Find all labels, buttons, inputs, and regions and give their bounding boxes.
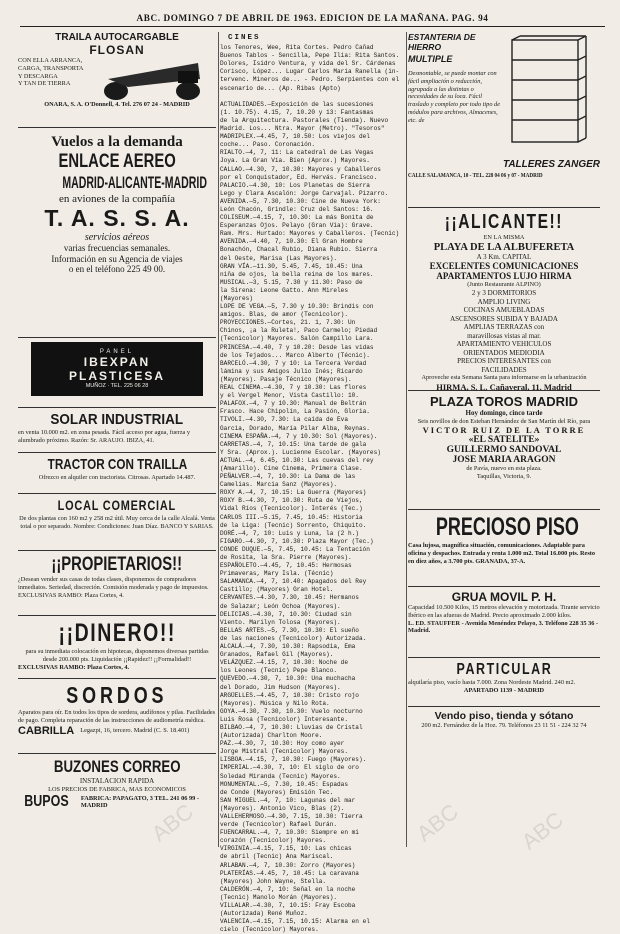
listing-line: CINEMA ESPAÑA.—4, 7 y 10.30: Sol (Mayores).	[220, 432, 378, 440]
flosan-title: TRAILA AUTOCARGABLE	[55, 32, 179, 43]
listing-line: PRINCESA.—4.40, 7 y 10.20: Desde las vidas	[220, 343, 374, 351]
listing-line: PALAFOX.—4, 7 y 10.30: Manual de Beltrán	[220, 400, 367, 408]
cines-heading: CINES	[228, 34, 261, 42]
dinero-title: ¡¡DINERO!!	[58, 619, 176, 647]
ibexpan-name: IBEXPAN	[83, 355, 151, 369]
listing-line: de las naciones (Tecnicolor) Autorizada.	[220, 634, 367, 642]
tassa-enlace: ENLACE AEREO	[58, 151, 176, 172]
precioso-text: Casa lujosa, magnífica situación, comunicaciones. Adaptable para oficina y despachos. Entrada y renta 1.000 m2. Total 16.000 pts. Resto en diez años, a 3.700 pts. GRANADA, 37-A.	[408, 542, 596, 565]
tractor-title: TRACTOR CON TRAILLA	[47, 456, 187, 473]
grua-title: GRUA MOVIL P. H.	[451, 590, 557, 604]
propietarios-text: ¿Desean vender sus casas de todas clases, disponemos de compradores inmediatos. Seriedad, discreción. Comisión moderada y pago de impuestos. EXCLUSIVAS RAMBO: Plaza Cortes, 4.	[18, 576, 209, 599]
particular-text: alquilaría piso, vacío hasta 7.000. Zona Nordeste Madrid. 240 m2.	[408, 679, 576, 686]
listing-line: del Dorado, Jim Hudson (Mayores).	[220, 683, 341, 691]
listing-line: (Tecnic) Manolo Morán (Mayores).	[220, 893, 338, 901]
listing-line: QUEVEDO.—4.30, 7, 10.30: Una muchacha	[220, 675, 356, 683]
ad-sordos	[18, 682, 216, 754]
listing-line: Esperanzas Ojos. Pelayo (Gran Vía): Grave.	[220, 222, 374, 230]
alicante-line-8: HIRMA, S. L. Cañaveral, 11. Madrid	[436, 381, 572, 392]
listing-line: de Conde (Mayores) Emisión Tec.	[220, 788, 334, 796]
alicante-line-7: Aproveche esta Semana Santa para informarse en la urbanización	[421, 374, 587, 382]
ad-propietarios	[18, 554, 216, 616]
listing-line: VILLALAR.—4.30, 7, 10.15: Fray Escoba	[220, 902, 356, 910]
column-divider-1	[218, 32, 219, 847]
alicante-feature: AMPLIO LIVING	[477, 297, 531, 306]
alicante-feature: 2 y 3 DORMITORIOS	[471, 289, 537, 298]
particular-foot: APARTADO 1139 - MADRID	[463, 686, 545, 694]
buzones-line-2: LOS PRECIOS DE FABRICA, MAS ECONOMICOS	[48, 785, 186, 793]
listing-line: Camelias. Marcia Sanz (Mayores).	[220, 481, 338, 489]
ibexpan-sub: PLASTICESA	[68, 369, 165, 383]
listing-line: CERVANTES.—4.30, 7.30, 10.45: Hermanos	[220, 594, 359, 602]
vendo-text: 200 m2. Fernández de la Hoz. 79. Teléfonos 23 11 51 - 224 32 74	[421, 722, 587, 729]
tassa-line-2: Información en su Agencia de viajes	[51, 253, 183, 264]
alicante-features	[408, 289, 600, 374]
watermark-2: ABC	[411, 798, 463, 847]
listing-line: (Mayores)	[220, 295, 253, 302]
column-divider-2	[406, 32, 407, 847]
ad-precioso	[408, 513, 600, 587]
sordos-name: CABRILLA	[18, 724, 75, 737]
listing-line: Viento. Marilyn Tolosa (Mayores).	[220, 618, 341, 626]
listing-line: corazón (Tecnicolor) Mayores.	[220, 837, 327, 845]
ad-grua	[408, 590, 600, 658]
dinero-foot: EXCLUSIVAS RAMBO: Plaza Cortes, 4.	[18, 663, 130, 671]
listing-line: (1. 10.75). 4.15, 7, 10.20 y 13: Fantasmas	[220, 108, 374, 116]
precioso-title: PRECIOSO PISO	[435, 513, 579, 541]
listing-line: y el Vergel Menor, Vista Castillo: 10.	[220, 392, 359, 400]
listing-line: de los Tejados... Marco Alberto (Técnic).	[220, 351, 370, 359]
listing-line: Y Sra. (Aprox.). Lucienne Escolar. (Mayores)	[220, 448, 381, 456]
listing-line: Frasco. Hace Chipolín, La Pasión, Gloria.	[220, 408, 370, 416]
listing-line: Luis Rosa (Tecnicolor) Interesante.	[220, 715, 348, 723]
particular-title: PARTICULAR	[456, 661, 552, 678]
listing-line: VELÁZQUEZ.—4.15, 7, 10.30: Noche de	[220, 659, 348, 667]
watermark-3: ABC	[516, 806, 568, 855]
tassa-name: T. A. S. S. A.	[44, 205, 190, 231]
listing-line: niña de ojos, la bella reina de los mares.	[220, 270, 374, 278]
alicante-line-4: EXCELENTES COMUNICACIONES	[429, 261, 579, 272]
alicante-feature: PRECIOS INTERESANTES con	[457, 357, 551, 366]
listing-line: BARCELÓ.—4.30, 7 y 10: La Tercera Verdad	[220, 359, 367, 367]
ad-local	[18, 497, 216, 551]
listing-line: AVENIDA.—5, 7.30, 10.30: Cine de Nueva York:	[220, 197, 381, 205]
estanteria-title: ESTANTERIA DE HIERRO	[408, 32, 476, 52]
alicante-line-2: PLAYA DE LA ALBUFERETA	[433, 241, 575, 253]
listing-line: AVENIDA.—4.40, 7, 10.30: El Gran Hombre	[220, 238, 363, 246]
listing-line: de abril (Tecnic) Ana Mariscal.	[220, 853, 334, 861]
listing-line: PEÑALVER.—4, 7, 10.30: La Dama de las	[220, 473, 356, 481]
listing-line: ARGÜELLES.—4.45, 7, 10.30: Cristo rojo	[220, 691, 359, 699]
tractor-text: Ofrezco en alquiler con tractorista. Citrosas. Apartado 14.487.	[38, 474, 196, 481]
alicante-feature: ORIENTADOS MEDIODIA	[463, 348, 545, 357]
listing-line: por el Conquistador, Ed. Hervás. Francisco.	[220, 173, 378, 181]
listing-line: CARRETAS.—4, 7, 10.15: Una tarde de gala	[220, 440, 367, 448]
listing-line: Joya. La Gran Vía. Bien (Aprox.) Mayores.	[220, 157, 370, 165]
grua-foot: L. ED. STAUFFER - Avenida Menéndez Pelayo, 3. Teléfono 228 35 36 - Madrid.	[408, 619, 599, 635]
tassa-route: MADRID-ALICANTE-MADRID	[62, 173, 207, 192]
ad-solar	[18, 411, 216, 453]
listing-line: de Rosita, la Sra. Pierre (Mayores).	[220, 554, 352, 561]
listing-line: SALAMANCA.—4, 7, 10.40: Apagados del Rey	[220, 578, 367, 586]
ibexpan-logo	[31, 342, 203, 396]
estanteria-text: Desmontable, se puede montar con fácil ampliación o reducción, agrupada a las distintas o necesidades de su loca. Fácil traslado y completo por todo tipo de módulos para archivos, Almacenes, etc. de	[408, 70, 500, 124]
toros-line-4: «EL SATELITE»	[468, 435, 540, 446]
listing-line: (Amarillo). Cine Cinema, Primera Clase.	[220, 464, 363, 472]
listing-line: Ram. Mrs. Hurtado: Mayores y Caballeros. (Tecnic)	[220, 230, 400, 238]
toros-line-7: de Pavía, nuevo en esta plaza.	[466, 465, 542, 473]
listing-line: ROXY A.—4, 7, 10.15: La Guerra (Mayores)	[220, 489, 367, 497]
tassa-sub: en aviones de la compañía	[58, 193, 176, 205]
listing-line: tervenc. Mineros de... - Pedro. Serpientes con el	[220, 76, 400, 84]
flosan-line-3: Y TAN DE TIERRA	[18, 80, 71, 88]
listing-line: ARLABAN.—4, 7, 10.30: Zorro (Mayores)	[220, 861, 356, 869]
listing-line: (Mayores). Música y Nilo Rota.	[220, 699, 330, 707]
listing-line: Castillo; (Mayores) Gran Hotel.	[220, 586, 334, 594]
listing-line: los Tenores, Wee, Rita Cortes. Pedro Cañad	[220, 44, 374, 52]
listing-line: COLISEUM.—4.15, 7, 10.30: La más Bonita de	[220, 214, 374, 222]
tassa-intro: Vuelos a la demanda	[51, 134, 183, 150]
listing-line: FIGARO.—4.30, 7, 10.30: Plaza Mayor (Tec.)	[220, 537, 374, 545]
alicante-line-5: APARTAMENTOS LUJO HIRMA	[436, 271, 572, 282]
toros-line-8: Taquillas, Victoria, 9.	[476, 473, 532, 481]
solar-title: SOLAR INDUSTRIAL	[50, 411, 184, 428]
listing-line: FUENCARRAL.—4, 7, 10.30: Siempre en mi	[220, 829, 359, 837]
listing-line: ACTUALIDADES.—Exposición de las sucesiones	[220, 100, 374, 108]
ad-vendo	[408, 710, 600, 730]
listing-line: (Mayores). Antonio Vico, Blas (2).	[220, 804, 345, 812]
listing-line: PLATERÍAS.—4.45, 7, 10.45: La caravana	[220, 869, 359, 877]
listing-line: de la Liga: (Tecnic) Sorrento, Chiquito.	[220, 521, 367, 529]
listing-line: PALACIO.—4.30, 10: Los Planetas de Sierra	[220, 181, 370, 189]
listing-line: Buenos Tablos - Sencilla, Pepe Ilia: Rita Santos.	[220, 52, 400, 60]
buzones-title: BUZONES CORREO	[53, 757, 181, 776]
listing-line: SAN MIGUEL.—4, 7, 10: Lagunas del mar	[220, 796, 356, 804]
ad-estanteria	[408, 32, 600, 208]
solar-text: en venta 10.000 m2. en zona pesada. Fácil acceso por agua, fuerza y alumbrado próximo. Razón: Sr. ARAUJO. IBIZA, 41.	[18, 429, 191, 444]
estanteria-maker: TALLERES ZANGER	[502, 159, 600, 170]
ad-dinero	[18, 619, 216, 679]
listing-line: Bonachón, Chacal Rubio, Diana Rubio. Sierra	[220, 246, 378, 254]
buzones-line-1: INSTALACION RAPIDA	[79, 777, 155, 785]
ad-tractor	[18, 456, 216, 494]
listing-line: Primaveras, Mary Isla. (Técnic)	[220, 570, 334, 578]
estanteria-address: CALLE SALAMANCA, 10 - TEL. 228 04 06 y 07 - MADRID	[408, 172, 543, 179]
listing-line: MUSICAL.—3, 5.15, 7.30 y 11.30: Paso de	[220, 278, 363, 286]
listing-line: MONUMENTAL.—5, 7.30, 10.45: Espadas	[220, 780, 348, 788]
listing-line: León Chacón, Grindle: Cruz del Santos: 16.	[220, 205, 374, 213]
listing-line: GOYA.—4.30, 7.30, 10.30: Vuelo nocturno	[220, 707, 363, 715]
toros-title: PLAZA TOROS MADRID	[429, 394, 579, 409]
listing-line: Dolores, Isidro Ventura, y vida del Sr. Cárdenas	[220, 60, 396, 68]
toros-line-3: VICTOR RUIZ DE LA TORRE	[422, 425, 586, 436]
page-header: ABC. DOMINGO 7 DE ABRIL DE 1963. EDICION DE LA MAÑANA. PAG. 94	[136, 13, 489, 23]
listing-line: (Autorizada) René Muñoz.	[220, 910, 308, 918]
listing-line: Soledad Miranda (Tecnic) Mayores.	[220, 772, 341, 780]
listing-line: de Salazar; León Ochoa (Mayores).	[220, 602, 341, 610]
listing-line: TIVOLI.—4.30, 7.30: La caída de Eva	[220, 416, 348, 424]
toros-line-1: Hoy domingo, cinco tarde	[465, 409, 543, 417]
ibexpan-top: PANEL	[99, 349, 135, 355]
listing-line: de la Arquitectura. Pastorales (Tienda). Nuevo	[220, 116, 389, 124]
propietarios-title: ¡¡PROPIETARIOS!!	[51, 554, 183, 575]
listing-line: GRAN VÍA.—11.30, 5.45, 7.45, 10.45: Una	[220, 262, 363, 270]
ibexpan-foot: MUÑOZ · TEL. 225 06 28	[85, 383, 149, 389]
flosan-brand: FLOSAN	[89, 43, 145, 57]
listing-line: Lego y Clara Ascalón: Jorge Carvajal. Pizarro.	[220, 189, 389, 197]
tassa-line-1: varias frecuencias semanales.	[63, 243, 171, 253]
listing-line: IMPERIAL.—4.30, 7, 10: El siglo de oro	[220, 764, 359, 772]
local-title: LOCAL COMERCIAL	[57, 497, 177, 513]
listing-line: VALENCIA.—4.15, 7.15, 10.15: Alarma en el	[220, 918, 370, 926]
listing-line: del Oeste, Marisa (Las Mayores).	[220, 254, 338, 262]
right-column	[408, 32, 600, 730]
tassa-servicios: servicios aéreos	[84, 232, 150, 243]
cinema-listings	[220, 34, 406, 934]
ad-toros	[408, 394, 600, 510]
local-text: De dos plantas con 160 m2 y 258 m2 útil. Muy cerca de la calle Alcalá. Venta total o por separado. Nombre: Condiciones: Juan Díaz. BANCO Y SARIAS.	[19, 515, 215, 530]
listing-line: verde (Tecnicolor) Rafael Durán.	[220, 821, 338, 829]
toros-line-6: JOSE MARIA ARAGON	[452, 455, 556, 466]
listing-line: coche... Paso. Coronación.	[220, 141, 316, 149]
alicante-title: ¡¡ALICANTE!!	[444, 211, 564, 233]
dinero-text: para su inmediata colocación en hipotecas, disponemos diversas partidas desde 200.000 pts. Liquidación ¡¡Rapidez!! ¡¡Formalidad!!	[25, 648, 209, 663]
toros-line-2: Seis novillos de don Esteban Hernández de San Martín del Río, para	[417, 417, 591, 425]
listing-line: MADRIPLEX.—4.45, 7, 10.50: Los viejos del	[220, 133, 370, 141]
ad-ibexpan	[18, 342, 216, 408]
listing-line: Corisco, López... Lugar Carlos Maria Ranella (in-	[220, 68, 400, 76]
listing-line: (Mayores). Pasaje Técnico (Mayores).	[220, 375, 352, 383]
listing-line	[220, 93, 406, 101]
watermark-1: ABC	[146, 798, 198, 847]
listing-line: PAZ.—4.30, 7, 10.30: Hoy como ayer	[220, 740, 345, 748]
listing-line: REAL CINEMA.—4.30, 7 y 10.30: Las flores	[220, 384, 367, 392]
buzones-address: FABRICA: PAPAGATO, 3 TEL. 241 06 99 - MADRID	[80, 794, 199, 810]
listing-line: CALDERÓN.—4, 7, 10: Señal en la noche	[220, 885, 356, 893]
ad-flosan	[18, 32, 216, 128]
listing-line: BELLAS ARTES.—5, 7.30, 10.30: El sueño	[220, 626, 359, 634]
listing-line: los Leones (Tecnic) Pepe Blanco.	[220, 667, 338, 675]
listing-line: Chinos, ¡a la Ruleta!, Paco Carmelo; Piedad	[220, 327, 378, 335]
alicante-line-1: EN LA MISMA	[483, 234, 525, 241]
listing-line: ROXY B.—4.30, 7, 10.30: Ruta de Viejos,	[220, 497, 363, 505]
listing-line: Jorge Mistral (Tecnicolor) Mayores.	[220, 748, 348, 756]
sordos-text: Aparatos para oír. En todos los tipos de sordera, audífonos y pilas. Facilidades de pago. Completa reparación de las instrucciones de audiometría médica.	[18, 709, 216, 724]
ad-alicante	[408, 211, 600, 391]
listing-line: ESPAÑOLETO.—4.45, 7, 10.45: Hermosas	[220, 562, 352, 570]
alicante-feature: COCINAS AMUEBLADAS	[463, 306, 545, 315]
alicante-feature: AMPLIAS TERRAZAS con	[463, 323, 545, 332]
listing-line: VALLEHERMOSO.—4.30, 7.15, 10.30: Tierra	[220, 813, 363, 820]
ad-buzones	[18, 757, 216, 811]
listing-line: amigos. Blas, de amor (Tecnicolor).	[220, 311, 348, 319]
listing-line: BILBAO.—4, 7, 10.30: Lluvias de Cristal	[220, 723, 363, 731]
grua-text: Capacidad 10.500 Kilos, 15 metros elevación y motorizada. Tirante servicio Ibérico en las afueras de Madrid. Precio aproximado 2.000 kilos.	[408, 604, 600, 619]
listing-line: DORÉ.—4, 7, 10: Luis y Luna, la (2 h.)	[220, 529, 359, 537]
alicante-feature: ASCENSORES SUBIDA Y BAJADA	[450, 314, 558, 323]
listing-line: ALCALÁ.—4, 7.30, 10.30: Rapsodia, Ema	[220, 643, 356, 651]
flosan-line-1: CON ELLA ARRANCA, CARGA, TRANSPORTA	[18, 57, 84, 72]
listing-line: CONDE DUQUE.—5, 7.45, 10.45: La Tentación	[220, 545, 370, 553]
listing-line: Madrid. Los... Ntra. Mayor (Metro). "Tesoros"	[220, 125, 385, 133]
alicante-feature: maravillosas vistas al mar.	[467, 331, 541, 340]
shelving-illustration	[500, 32, 596, 152]
listing-line: PROYECCIONES.—Cortes, 21. 1, 7.30: Un	[220, 319, 356, 327]
listing-line: (Tecnicolor) Mayores. Salón Campillo Lara.	[220, 335, 374, 343]
sordos-title: SORDOS	[66, 682, 168, 708]
listing-line: (Autorizada) Charlton Moore.	[220, 732, 323, 740]
listing-line: LOPE DE VEGA.—5, 7.30 y 10.30: Brindis con	[220, 303, 374, 311]
listing-line: escenario de... (Ap. Ribas (Apto)	[220, 84, 341, 92]
alicante-line-6: (Junto Restaurante ALPINO)	[467, 281, 541, 289]
alicante-feature: APARTAMIENTO VEHICULOS	[456, 340, 552, 349]
middle-column	[220, 32, 406, 934]
sordos-address: Legazpi, 16, tercero. Madrid (C. S. 18.401)	[80, 726, 190, 734]
scraper-illustration	[88, 57, 208, 101]
listing-line: (Mayores) John Wayne, Stella.	[220, 877, 327, 885]
vendo-title: Vendo piso, tienda y sótano	[434, 710, 574, 722]
listing-line: la Sirena: Leone Gatto. Ann Mireles	[220, 286, 348, 294]
flosan-line-2: Y DESCARGA	[18, 72, 58, 80]
tassa-line-3: o en el teléfono 225 49 00.	[68, 264, 166, 274]
listing-line: cielo (Tecnicolor) Mayores.	[220, 926, 319, 934]
listing-line: LISBOA.—4.15, 7, 10.30: Fuego (Mayores).	[220, 756, 367, 764]
listing-line: lámina y sus Amigos Julio Inés; Ricardo	[220, 367, 363, 375]
flosan-footer: ONARA, S. A. O'Donnell, 4. Tel. 276 07 24 - MADRID	[44, 101, 190, 108]
listing-line: CALLAO.—4.30, 7, 10.30: Mayores y Caballeros	[220, 165, 381, 173]
listing-line: ACTUAL.—4, 6.45, 10.30: Las cuevas del rey	[220, 456, 374, 464]
estanteria-brand: MULTIPLE	[408, 54, 453, 64]
listing-line: VIRGINIA.—4.15, 7.15, 10: Las chicas	[220, 845, 352, 853]
ad-tassa	[18, 134, 216, 338]
alicante-feature: FACILIDADES	[481, 365, 527, 374]
ad-particular	[408, 661, 600, 707]
listing-line: Granados, Rafael Gil (Mayores).	[220, 651, 334, 659]
toros-line-5: GUILLERMO SANDOVAL	[446, 445, 562, 456]
listing-line: Vidal Ríos (Tecnicolor). Interés (Tec.)	[220, 505, 363, 513]
left-column	[18, 32, 216, 811]
listing-line: CARLOS III.—5.15, 7.45, 10.45: Historia	[220, 513, 363, 521]
header-rule	[20, 26, 605, 27]
buzones-brand: BUPOS	[24, 793, 69, 811]
listing-line: RIALTO.—4, 7, 11: La catedral de Las Vegas	[220, 149, 374, 157]
listing-line: Garcia, Dorado, María Pilar Alba, Reynas.	[220, 424, 370, 432]
alicante-line-3: A 3 Km. CAPITAL	[476, 252, 532, 261]
listing-line: DELICIAS.—4.30, 7, 10.30: Ciudad sin	[220, 610, 352, 618]
